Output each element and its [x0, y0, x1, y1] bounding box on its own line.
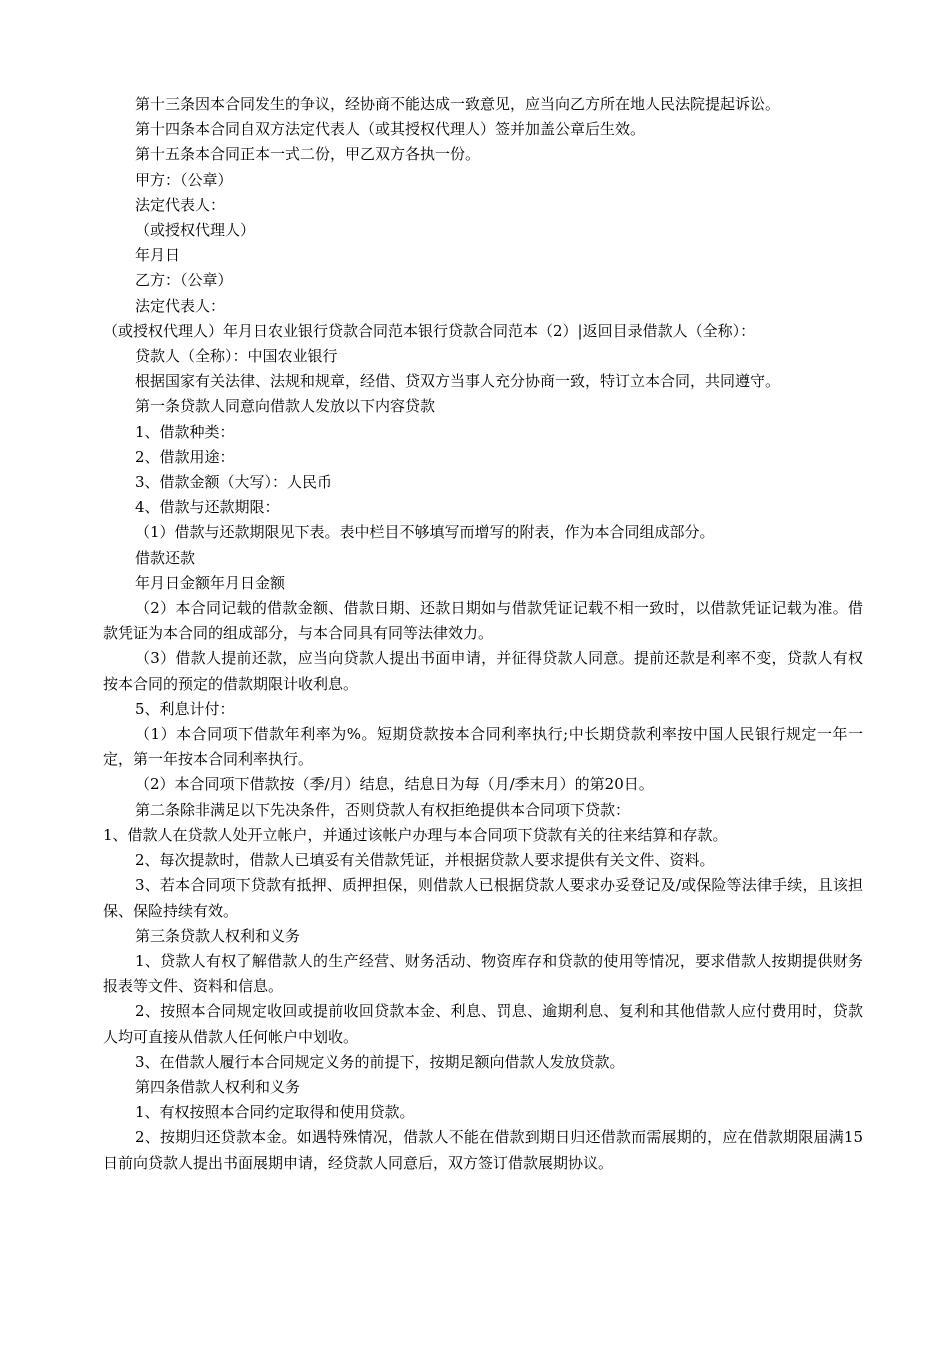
paragraph: （或授权代理人）年月日农业银行贷款合同范本银行贷款合同范本（2）|返回目录借款人（全称）： — [103, 321, 756, 340]
paragraph: （2）本合同记载的借款金额、借款日期、还款日期如与借款凭证记载不相一致时，以借款凭证记载为准。借款凭证为本合同的组成部分，与本合同具有同等法律效力。 — [103, 599, 863, 643]
paragraph: 1、有权按照本合同约定取得和使用贷款。 — [135, 1103, 415, 1122]
paragraph: 5、利息计付： — [135, 699, 235, 718]
paragraph: 年月日金额年月日金额 — [135, 573, 286, 592]
paragraph: 根据国家有关法律、法规和规章，经借、贷双方当事人充分协商一致，特订立本合同，共同遵守。 — [135, 372, 781, 391]
paragraph: 1、借款种类： — [135, 422, 235, 441]
document-page — [103, 92, 863, 1176]
paragraph: （或授权代理人） — [135, 221, 256, 240]
paragraph: 1、借款人在贷款人处开立帐户，并通过该帐户办理与本合同项下贷款有关的往来结算和存款。 — [103, 825, 728, 844]
paragraph: 2、每次提款时，借款人已填妥有关借款凭证，并根据贷款人要求提供有关文件、资料。 — [135, 851, 715, 870]
paragraph: 2、按期归还贷款本金。如遇特殊情况，借款人不能在借款到期日归还借款而需展期的，应在借款期限届满15日前向贷款人提出书面展期申请，经贷款人同意后，双方签订借款展期协议。 — [103, 1128, 863, 1172]
paragraph: 乙方：（公章） — [135, 271, 233, 290]
paragraph: 2、按照本合同规定收回或提前收回贷款本金、利息、罚息、逾期利息、复利和其他借款人应付费用时，贷款人均可直接从借款人任何帐户中划收。 — [103, 1002, 863, 1046]
paragraph: 第四条借款人权利和义务 — [135, 1077, 301, 1096]
paragraph: 2、借款用途： — [135, 447, 235, 466]
paragraph: 第十四条本合同自双方法定代表人（或其授权代理人）签并加盖公章后生效。 — [135, 120, 646, 139]
paragraph: 第二条除非满足以下先决条件，否则贷款人有权拒绝提供本合同项下贷款： — [135, 800, 631, 819]
paragraph: 第十五条本合同正本一式二份，甲乙双方各执一份。 — [135, 145, 481, 164]
paragraph: 第十三条因本合同发生的争议，经协商不能达成一致意见，应当向乙方所在地人民法院提起诉讼。 — [135, 95, 781, 113]
paragraph: 第三条贷款人权利和义务 — [135, 926, 301, 945]
paragraph: 第一条贷款人同意向借款人发放以下内容贷款 — [135, 397, 436, 416]
paragraph: （1）本合同项下借款年利率为%。短期贷款按本合同利率执行;中长期贷款利率按中国人民银行规定一年一定，第一年按本合同利率执行。 — [103, 725, 863, 769]
paragraph: 甲方：（公章） — [135, 170, 233, 189]
paragraph: 1、贷款人有权了解借款人的生产经营、财务活动、物资库存和贷款的使用等情况，要求借款人按期提供财务报表等文件、资料和信息。 — [103, 951, 863, 996]
paragraph: 4、借款与还款期限： — [135, 498, 280, 517]
paragraph: 3、在借款人履行本合同规定义务的前提下，按期足额向借款人发放贷款。 — [135, 1052, 625, 1071]
paragraph: 3、借款金额（大写）：人民币 — [135, 473, 333, 492]
paragraph: 年月日 — [135, 246, 181, 265]
paragraph: 3、若本合同项下贷款有抵押、质押担保，则借款人已根据贷款人要求办妥登记及/或保险等法律手续，且该担保、保险持续有效。 — [103, 876, 863, 920]
paragraph: （2）本合同项下借款按（季/月）结息，结息日为每（月/季末月）的第20日。 — [135, 775, 654, 794]
paragraph: 借款还款 — [135, 548, 196, 567]
paragraph: （3）借款人提前还款，应当向贷款人提出书面申请，并征得贷款人同意。提前还款是利率不变，贷款人有权按本合同的预定的借款期限计收利息。 — [103, 649, 863, 693]
paragraph: 贷款人（全称）：中国农业银行 — [135, 347, 338, 366]
paragraph: （1）借款与还款期限见下表。表中栏目不够填写而增写的附表，作为本合同组成部分。 — [135, 523, 715, 542]
paragraph: 法定代表人： — [135, 296, 226, 315]
paragraph: 法定代表人： — [135, 195, 226, 214]
